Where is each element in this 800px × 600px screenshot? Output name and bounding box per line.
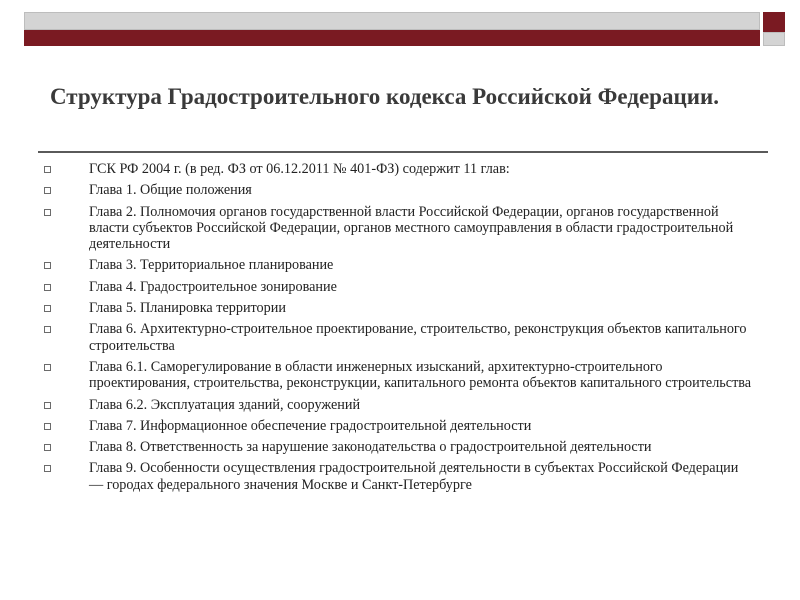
square-bullet-icon [44,166,51,173]
list-item-text: Глава 6. Архитектурно-строительное проектирование, строительство, реконструкция объектов капитального строительства [89,321,747,354]
list-item [44,460,754,493]
square-bullet-icon [44,305,51,312]
list-item [44,161,754,177]
square-bullet-icon [44,444,51,451]
list-item [44,321,754,354]
list-item [44,279,754,295]
header-band-red [24,30,760,46]
square-bullet-icon [44,364,51,371]
list-item-text: Глава 6.2. Эксплуатация зданий, сооружений [89,396,361,413]
title-divider [38,151,768,153]
chapter-list [44,161,754,498]
list-item-text: Глава 8. Ответственность за нарушение законодательства о градостроительной деятельности [89,439,652,456]
list-item-text: ГСК РФ 2004 г. (в ред. ФЗ от 06.12.2011 № 401-ФЗ) содержит 11 глав: [89,161,510,177]
square-bullet-icon [44,326,51,333]
square-bullet-icon [44,262,51,269]
list-item-text: Глава 2. Полномочия органов государственной власти Российской Федерации, органов государственной власти субъектов Российской Федерации, органов местного самоуправления в области градостроительной деятельности [89,203,734,253]
square-bullet-icon [44,465,51,472]
list-item [44,300,754,316]
square-bullet-icon [44,284,51,291]
square-bullet-icon [44,209,51,216]
list-item-text: Глава 1. Общие положения [89,182,252,199]
list-item [44,397,754,413]
corner-square-gray [763,32,785,46]
list-item [44,182,754,198]
list-item [44,204,754,253]
slide-title: Структура Градостроительного кодекса Российской Федерации. [50,84,719,109]
list-item [44,257,754,273]
list-item [44,359,754,392]
list-item [44,439,754,455]
list-item-text: Глава 6.1. Саморегулирование в области инженерных изысканий, архитектурно-строительного проектирования, строительства, реконструкции, капитального ремонта объектов капитального строительства [89,358,752,392]
square-bullet-icon [44,423,51,430]
list-item-text: Глава 4. Градостроительное зонирование [89,278,337,295]
list-item [44,418,754,434]
square-bullet-icon [44,187,51,194]
corner-square-red [763,12,785,32]
header-band-gray [24,12,760,30]
list-item-text: Глава 3. Территориальное планирование [89,257,334,274]
square-bullet-icon [44,402,51,409]
list-item-text: Глава 9. Особенности осуществления градостроительной деятельности в субъектах Российской Федерации — городах федерального значения Москве и Санкт-Петербурге [89,460,739,493]
list-item-text: Глава 5. Планировка территории [89,300,286,317]
list-item-text: Глава 7. Информационное обеспечение градостроительной деятельности [89,417,532,434]
